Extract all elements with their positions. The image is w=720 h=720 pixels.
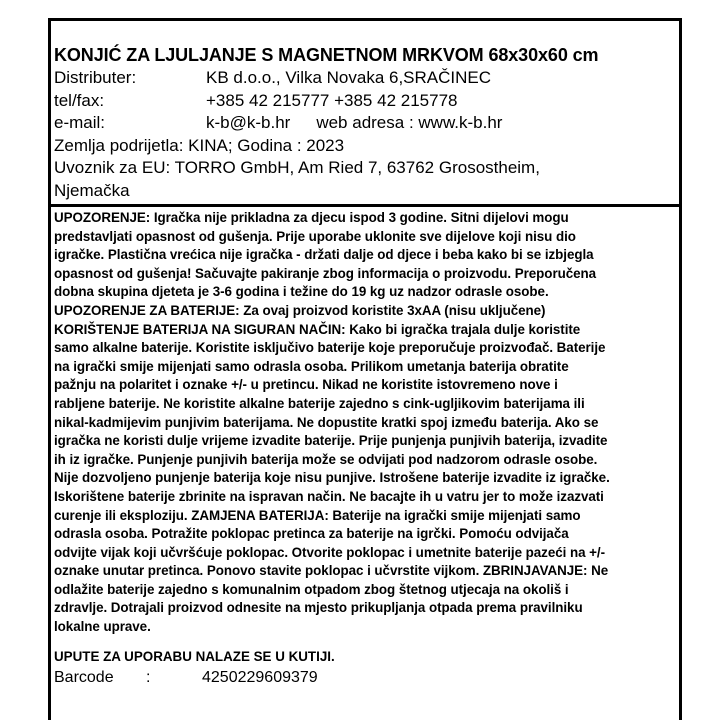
warning-line: KORIŠTENJE BATERIJA NA SIGURAN NAČIN: Kako bi igračka trajala dulje koristite: [54, 321, 581, 337]
warning-line: zdravlje. Dotrajali proizvod odnesite na mjesto prikupljanja otpada prema pravilniku: [54, 600, 583, 616]
warning-line: rabljene baterije. Ne koristite alkalne baterije zajedno s cink-ugljikovim baterijama ili: [54, 395, 585, 411]
warning-line: samo alkalne baterije. Koristite isključivo baterije koje preporučuje proizvođač. Baterije: [54, 340, 606, 356]
warnings-block: [54, 209, 686, 637]
warning-line: opasnost od gušenja! Sačuvajte pakiranje zbog informacija o proizvodu. Preporučena: [54, 265, 597, 281]
warning-line: dobna skupina djeteta je 3-6 godina i težine do 19 kg uz nadzor odrasle osobe.: [54, 284, 549, 300]
barcode-colon: :: [146, 669, 151, 686]
product-title: KONJIĆ ZA LJULJANJE S MAGNETNOM MRKVOM 68x30x60 cm: [54, 45, 599, 65]
tel-value: +385 42 215777 +385 42 215778: [206, 90, 458, 110]
warning-line: igračke. Plastična vrećica nije igračka - držati dalje od djece i beba kako bi se izbjegla: [54, 247, 594, 263]
email-row: [54, 112, 686, 135]
section-divider: [48, 204, 682, 207]
warning-line: nikal-kadmijevim punjivim baterijama. Ne dopustite kratki spoj između baterija. Ako se: [54, 414, 599, 430]
barcode-value: 4250229609379: [202, 669, 318, 686]
distributer-value: KB d.o.o., Vilka Novaka 6,SRAČINEC: [206, 68, 492, 87]
origin-row: Zemlja podrijetla: KINA; Godina : 2023: [54, 135, 345, 155]
label-header: [54, 44, 686, 202]
importer-line-2: Njemačka: [54, 180, 130, 200]
warning-line: curenje ili eksploziju. ZAMJENA BATERIJA: Baterije na igrački smije mijenjati samo: [54, 507, 581, 523]
barcode-row: [54, 668, 318, 688]
warning-line: UPOZORENJE ZA BATERIJE: Za ovaj proizvod koristite 3xAA (nisu uključene): [54, 302, 546, 318]
warning-line: lokalne uprave.: [54, 619, 151, 635]
barcode-key: Barcode: [54, 669, 114, 686]
warning-line: odrasla osoba. Potražite poklopac pretinca za baterije na igrčki. Pomoću odvijača: [54, 526, 569, 542]
warning-line: UPOZORENJE: Igračka nije prikladna za djecu ispod 3 godine. Sitni dijelovi mogu: [54, 210, 569, 225]
email-key: e-mail:: [54, 113, 106, 132]
warning-line: predstavljati opasnost od gušenja. Prije uporabe uklonite sve dijelove koji nisu dio: [54, 228, 576, 244]
warning-line: na igrački smije mijenjati samo odrasla osoba. Prilikom umetanja baterija obratite: [54, 358, 569, 374]
distributer-key: Distributer:: [54, 68, 137, 87]
importer-line-1: Uvoznik za EU: TORRO GmbH, Am Ried 7, 63762 Grosostheim,: [54, 158, 540, 177]
warning-line: oznake unutar pretinca. Ponovo stavite poklopac i učvrstite vijkom. ZBRINJAVANJE: Ne: [54, 563, 609, 579]
warning-line: Iskorištene baterije zbrinite na ispravan način. Ne bacajte ih u vatru jer to može izazvati: [54, 488, 604, 504]
warning-line: ih iz igračke. Punjenje punjivih baterija može se odvijati pod nadzorom odrasle osobe.: [54, 451, 598, 467]
warning-line: odvijte vijak koji učvršćuje poklopac. Otvorite poklopac i umetnite baterije pazeći na +/-: [54, 544, 606, 560]
tel-row: [54, 90, 686, 113]
tel-key: tel/fax:: [54, 90, 105, 110]
warning-line: Nije dozvoljeno punjenje baterija koje nisu punjive. Istrošene baterije izvadite iz igračke.: [54, 470, 610, 486]
warning-line: odlažite baterije zajedno s komunalnim otpadom zbog štetnog utjecaja na okoliš i: [54, 581, 569, 597]
distributer-row: [54, 67, 686, 90]
warning-line: pažnju na polaritet i oznake +/- u pretincu. Nikad ne koristite istovremeno nove i: [54, 377, 558, 393]
email-value: k-b@k-b.hr: [206, 113, 291, 132]
instructions-note: UPUTE ZA UPORABU NALAZE SE U KUTIJI.: [54, 649, 335, 664]
warning-line: igračka ne koristi dulje vrijeme izvadite baterije. Prije punjenja punjivih baterija, izvadite: [54, 433, 608, 449]
web-address: web adresa : www.k-b.hr: [316, 113, 503, 132]
